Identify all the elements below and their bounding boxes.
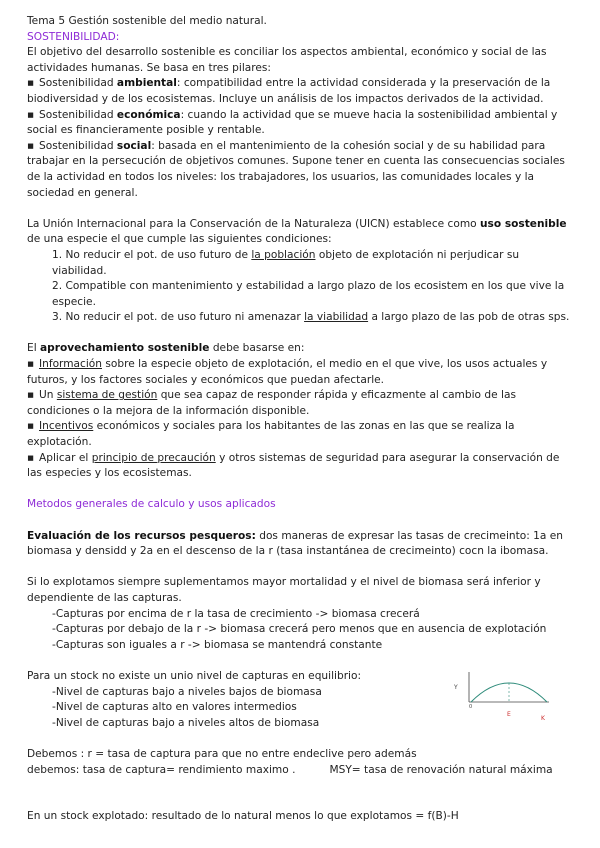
level-item: -Nivel de capturas bajo a niveles altos de biomasa: [52, 716, 320, 729]
bullet-icon: ▪: [27, 358, 35, 371]
debemos-line: debemos: tasa de captura= rendimiento maximo . MSY= tasa de renovación natural máxima: [27, 763, 553, 776]
paragraph-evaluacion: Evaluación de los recursos pesqueros: dos maneras de expresar las tasas de crecimeinto: 1a en biomasa y densidd y 2a en el descenso de la r (tasa instantánea de crecimeinto) cocn la ibomasa.: [27, 529, 564, 558]
explotacion-line: Si lo explotamos siempre suplementamos mayor mortalidad y el nivel de biomasa será inferior y: [27, 576, 541, 589]
aprovechamiento-item: ▪ Aplicar el principio de precaución y otros sistemas de seguridad para asegurar la conservación de las especies y los ecosistemas.: [27, 451, 560, 480]
aprovechamiento-item: ▪ Incentivos económicos y sociales para los habitantes de las zonas en las que se realiza la explotación.: [27, 420, 515, 449]
bullet-icon: ▪: [27, 451, 35, 464]
section-heading-sostenibilidad: SOSTENIBILIDAD:: [27, 30, 120, 43]
capture-item: -Capturas son iguales a r -> biomasa se mantendrá constante: [52, 638, 383, 651]
level-item: -Nivel de capturas alto en valores intermedios: [52, 701, 297, 714]
bullet-icon: ▪: [27, 389, 35, 402]
aprovechamiento-item: ▪ Un sistema de gestión que sea capaz de responder rápida y eficazmente al cambio de las condiciones o la mejora de la información disponible.: [27, 389, 516, 417]
paragraph-aprovechamiento: El aprovechamiento sostenible debe basarse en:: [27, 342, 305, 355]
aprovechamiento-item: ▪ Información sobre la especie objeto de explotación, el medio en el que vive, los usos actuales y futuros, y los factores sociales y económicos que puedan afectarle.: [27, 358, 548, 386]
capture-item: -Capturas por debajo de la r -> biomasa crecerá pero menos que en ausencia de explotación: [52, 623, 547, 636]
pillar-item: ▪ Sostenibilidad económica: cuando la actividad que se mueve hacia la sostenibilidad ambiental y social es financieramente posible y rentable.: [27, 108, 558, 137]
x-axis-label: K: [541, 715, 545, 722]
pillar-item: ▪ Sostenibilidad social: basada en el mantenimiento de la cohesión social y de su habilidad para trabajar en la persecución de objetivos comunes. Supone tener en cuenta las consecuencias sociales de la actividad en todos los niveles: los trabajadores, los usuarios, las comunidades locales y la sociedad en general.: [27, 139, 565, 199]
peak-label: E: [507, 711, 511, 718]
section-heading-metodos: Metodos generales de calculo y usos aplicados: [27, 498, 276, 511]
condition-item: 1. No reducir el pot. de uso futuro de la población objeto de explotación ni perjudicar su viabilidad.: [52, 248, 520, 277]
y-axis-label: Y: [454, 684, 458, 691]
debemos-line: Debemos : r = tasa de captura para que no entre endeclive pero además: [27, 747, 417, 760]
bullet-icon: ▪: [27, 139, 35, 152]
paragraph-intro: El objetivo del desarrollo sostenible es conciliar los aspectos ambiental, económico y social de las actividades humanas. Se basa en tres pilares:: [27, 46, 547, 74]
capture-item: -Capturas por encima de r la tasa de crecimiento -> biomasa crecerá: [52, 607, 420, 620]
paragraph-uicn: La Unión Internacional para la Conservación de la Naturaleza (UICN) establece como uso sostenible de una especie el que cumple las siguientes condiciones:: [27, 217, 567, 246]
explotacion-line: dependiente de las capturas.: [27, 591, 182, 604]
condition-item: 3. No reducir el pot. de uso futuro ni amenazar la viabilidad a largo plazo de las pob de otras sps.: [52, 311, 570, 324]
yield-curve-graph: [449, 668, 561, 724]
bullet-icon: ▪: [27, 77, 35, 90]
pillar-item: ▪ Sostenibilidad ambiental: compatibilidad entre la actividad considerada y la preservación de la biodiversidad y de los ecosistemas. Incluye un análisis de los impactos derivados de la actividad.: [27, 77, 551, 105]
page-title: Tema 5 Gestión sostenible del medio natural.: [27, 15, 267, 27]
stock-final-line: En un stock explotado: resultado de lo natural menos lo que explotamos = f(B)-H: [27, 810, 459, 823]
origin-label: 0: [469, 704, 473, 710]
level-item: -Nivel de capturas bajo a niveles bajos de biomasa: [52, 685, 322, 698]
bullet-icon: ▪: [27, 108, 35, 121]
bullet-icon: ▪: [27, 420, 35, 433]
condition-item: 2. Compatible con mantenimiento y estabilidad a largo plazo de los ecosistem en los que vive la especie.: [52, 280, 565, 308]
stock-intro: Para un stock no existe un unio nivel de capturas en equilibrio:: [27, 669, 362, 682]
